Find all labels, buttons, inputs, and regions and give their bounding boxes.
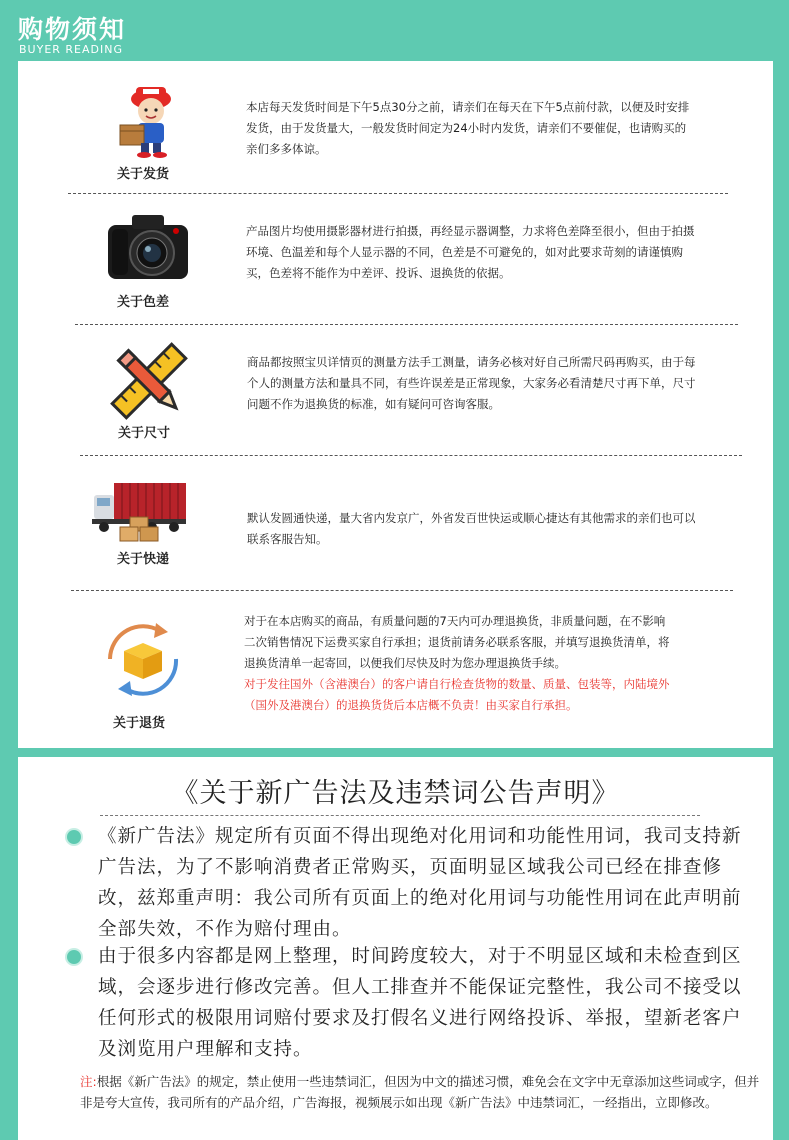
header-subtitle: BUYER READING xyxy=(19,43,123,56)
divider xyxy=(71,590,733,591)
returns-policy-text: 对于在本店购买的商品，有质量问题的7天内可办理退换货，非质量问题，在不影响二次销售情况下运费买家自行承担；退货前请务必联系客服，并填写退换货清单，将退换货清单一起寄回，以便我们尽快及时为您办理退换货手续。 xyxy=(244,614,670,670)
delivery-man-icon xyxy=(106,73,196,153)
notice-footnote xyxy=(80,1071,770,1113)
ad-law-notice-panel xyxy=(18,757,773,1140)
return-box-icon xyxy=(98,619,188,699)
section-text-returns xyxy=(244,611,674,716)
section-text-courier: 默认发圆通快递，量大省内发京广，外省发百世快运或顺心捷达有其他需求的亲们也可以联系客服告知。 xyxy=(247,511,696,546)
notice-title: 《关于新广告法及违禁词公告声明》 xyxy=(171,778,620,809)
section-text-color: 产品图片均使用摄影器材进行拍摄，再经显示器调整，力求将色差降至很小，但由于拍摄环境、色温差和每个人显示器的不同，色差是不可避免的，如对此要求苛刻的请谨慎购买，色差将不能作为中差评、投诉、退换货的依据。 xyxy=(246,224,695,280)
note-label: 注: xyxy=(80,1074,97,1089)
divider xyxy=(100,815,700,816)
bullet-dot-icon xyxy=(67,830,81,844)
notice-paragraph-1: 《新广告法》规定所有页面不得出现绝对化用词和功能性用词，我司支持新广告法，为了不影响消费者正常购买，页面明显区域我公司已经在排查修改，兹郑重声明：我公司所有页面上的绝对化用词与功能性用词在此声明前全部失效，不作为赔付理由。 xyxy=(98,826,742,940)
divider xyxy=(68,193,728,194)
section-caption-size: 关于尺寸 xyxy=(117,426,170,441)
section-caption-color: 关于色差 xyxy=(116,295,169,310)
bullet-dot-icon xyxy=(67,950,81,964)
buyer-info-panel xyxy=(18,61,773,748)
divider xyxy=(75,324,738,325)
divider xyxy=(80,455,742,456)
pencil-ruler-icon xyxy=(104,341,194,421)
section-text-size: 商品都按照宝贝详情页的测量方法手工测量，请务必核对好自己所需尺码再购买，由于每个人的测量方法和量具不同，有些许误差是正常现象，大家务必看清楚尺寸再下单，尺寸问题不作为退换货的标准，如有疑问可咨询客服。 xyxy=(247,355,696,411)
note-text: 根据《新广告法》的规定，禁止使用一些违禁词汇，但因为中文的描述习惯，难免会在文字中无章添加这些词或字，但并非是夸大宣传，我司所有的产品介绍，广告海报，视频展示如出现《新广告法》中违禁词汇，一经指出，立即修改。 xyxy=(80,1074,760,1110)
section-caption-shipping: 关于发货 xyxy=(116,167,169,182)
section-text-shipping: 本店每天发货时间是下午5点30分之前，请亲们在每天在下午5点前付款，以便及时安排发货，由于发货量大，一般发货时间定为24小时内发货，请亲们不要催促，也请购买的亲们多多体谅。 xyxy=(246,100,690,156)
section-caption-returns: 关于退货 xyxy=(112,716,165,731)
notice-paragraph-2: 由于很多内容都是网上整理，时间跨度较大，对于不明显区域和未检查到区域，会逐步进行修改完善。但人工排查并不能保证完整性，我公司不接受以任何形式的极限用词赔付要求及打假名义进行网络投诉、举报，望新老客户及浏览用户理解和支持。 xyxy=(98,946,742,1060)
header-title: 购物须知 xyxy=(18,15,127,44)
camera-icon xyxy=(104,209,194,289)
returns-overseas-warning: 对于发往国外（含港澳台）的客户请自行检查货物的数量、质量、包装等，内陆境外（国外及港澳台）的退换货货后本店概不负责！由买家自行承担。 xyxy=(244,677,670,712)
section-caption-courier: 关于快递 xyxy=(116,552,169,567)
